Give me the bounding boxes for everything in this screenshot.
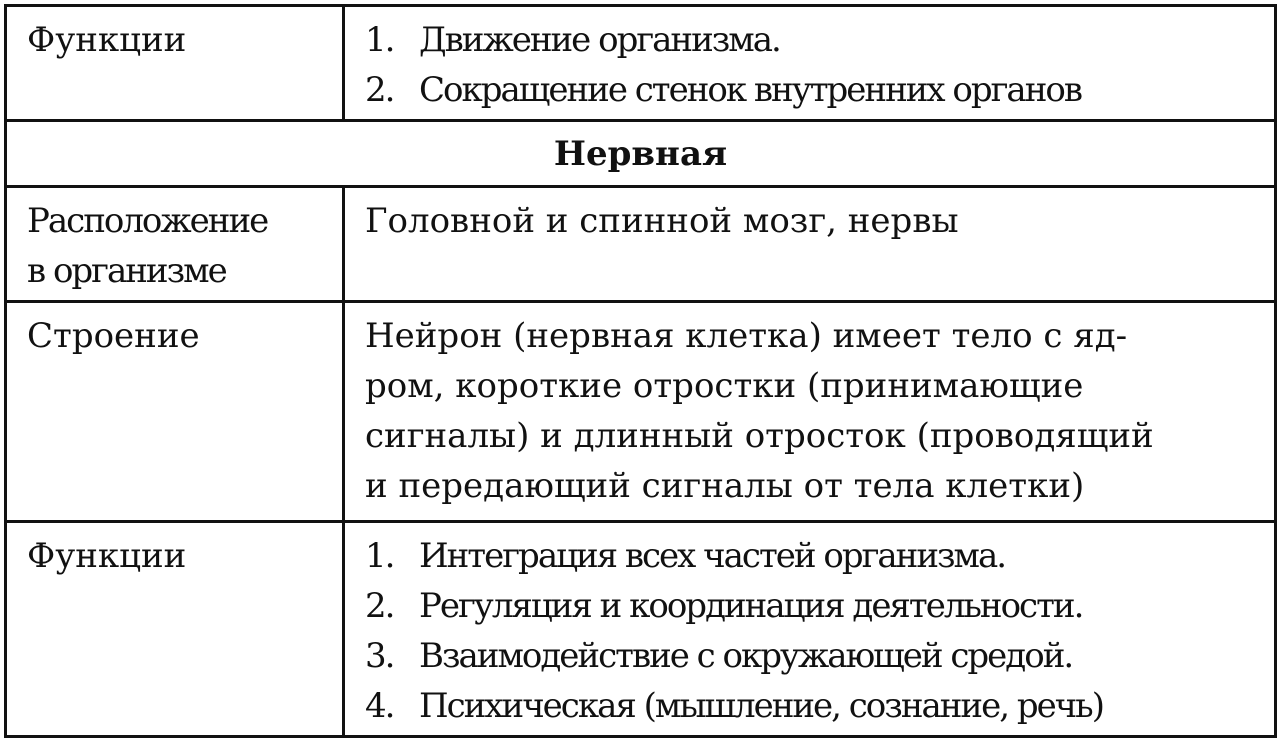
document-page xyxy=(4,4,1274,729)
list-text: Интеграция всех частей организма. xyxy=(419,536,1006,576)
list-item xyxy=(365,65,1274,115)
list-text: Движение организма. xyxy=(419,20,780,60)
list-text: Взаимодействие с окружающей средой. xyxy=(419,636,1073,676)
row-content xyxy=(344,6,1276,121)
list-number: 4. xyxy=(365,686,394,726)
list-item xyxy=(365,581,1274,631)
list-number: 2. xyxy=(365,586,394,626)
list-text: Сокращение стенок внутренних органов xyxy=(419,70,1081,110)
list-item xyxy=(365,631,1274,681)
table-row xyxy=(6,522,1276,737)
row-label: Функции xyxy=(6,522,344,737)
text-line: Нейрон (нервная клетка) имеет тело с яд- xyxy=(365,316,1128,356)
table-row xyxy=(6,121,1276,187)
row-content xyxy=(344,302,1276,522)
list-text: Регуляция и координация деятельности. xyxy=(419,586,1083,626)
text-line: сигналы) и длинный отросток (проводящий xyxy=(365,416,1154,456)
list-item xyxy=(365,15,1274,65)
list-number: 1. xyxy=(365,536,394,576)
list-item xyxy=(365,681,1274,731)
row-content: Головной и спинной мозг, нервы xyxy=(344,187,1276,302)
table-row xyxy=(6,6,1276,121)
list-number: 2. xyxy=(365,70,394,110)
list-item xyxy=(365,531,1274,581)
row-label: Функции xyxy=(6,6,344,121)
row-label-line: в организме xyxy=(27,251,226,291)
tissue-table xyxy=(4,4,1277,738)
list-number: 3. xyxy=(365,636,394,676)
row-label: Строение xyxy=(6,302,344,522)
table-row xyxy=(6,302,1276,522)
row-label xyxy=(6,187,344,302)
section-heading: Нервная xyxy=(6,121,1276,187)
row-content xyxy=(344,522,1276,737)
list-text: Психическая (мышление, сознание, речь) xyxy=(419,686,1103,726)
table-row xyxy=(6,187,1276,302)
row-label-line: Расположение xyxy=(27,201,268,241)
list-number: 1. xyxy=(365,20,394,60)
text-line: ром, короткие отростки (принимающие xyxy=(365,366,1084,406)
text-line: и передающий сигналы от тела клетки) xyxy=(365,466,1085,506)
